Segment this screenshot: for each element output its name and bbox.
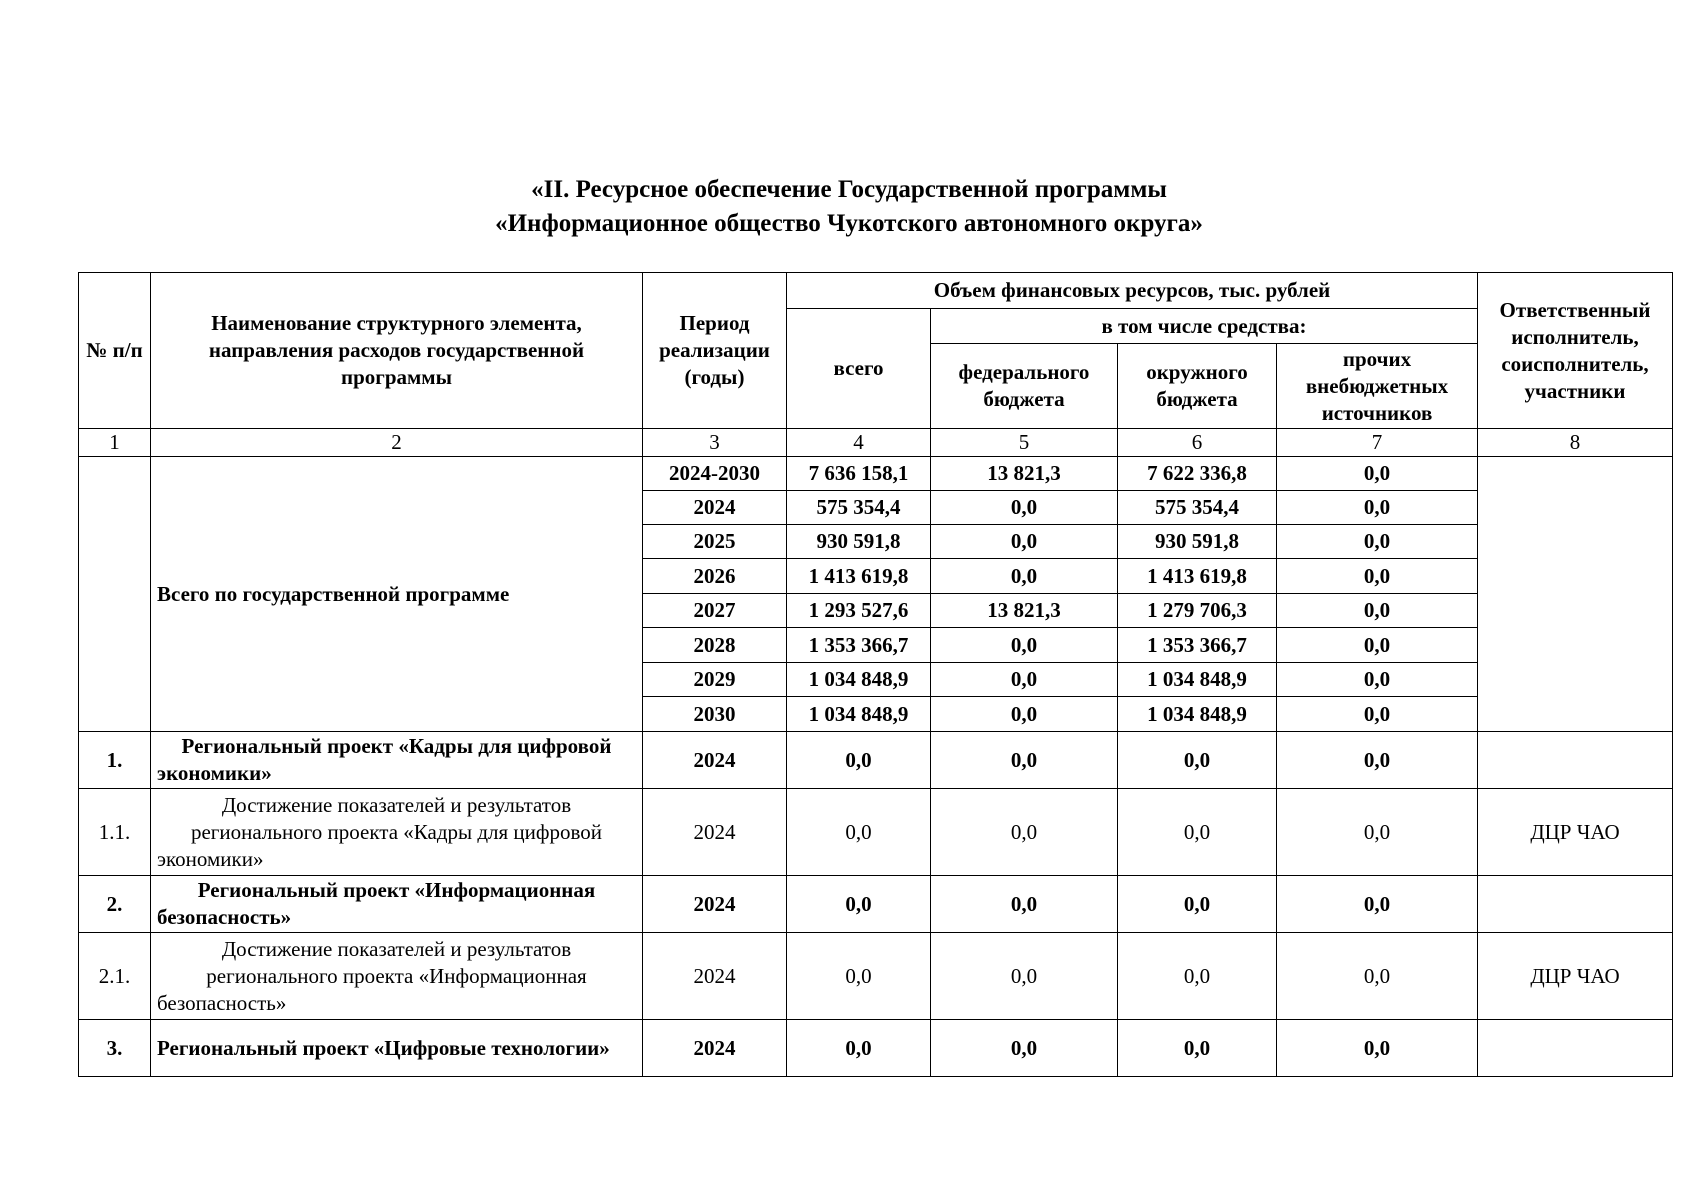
total-cell: 575 354,4: [787, 491, 931, 525]
other-cell: 0,0: [1277, 628, 1478, 663]
federal-cell: 13 821,3: [931, 594, 1118, 628]
federal-cell: 0,0: [931, 876, 1118, 933]
measure-row: [79, 933, 1673, 1020]
row-name: Региональный проект «Информационная безопасность»: [151, 876, 643, 933]
period-cell: 2030: [643, 697, 787, 732]
period-cell: 2024: [643, 789, 787, 876]
responsible-cell: ДЦР ЧАО: [1478, 789, 1673, 876]
total-row: [79, 457, 1673, 491]
header-district: окружного бюджета: [1118, 344, 1277, 429]
total-cell: 0,0: [787, 732, 931, 789]
other-cell: 0,0: [1277, 559, 1478, 594]
total-cell: 0,0: [787, 1020, 931, 1077]
header-volume: Объем финансовых ресурсов, тыс. рублей: [787, 273, 1478, 309]
period-cell: 2025: [643, 525, 787, 559]
total-cell: 0,0: [787, 876, 931, 933]
other-cell: 0,0: [1277, 789, 1478, 876]
header-num: № п/п: [79, 273, 151, 429]
other-cell: 0,0: [1277, 663, 1478, 697]
total-num-cell: [79, 457, 151, 732]
responsible-cell: [1478, 1020, 1673, 1077]
header-other: прочих внебюджетных источников: [1277, 344, 1478, 429]
other-cell: 0,0: [1277, 697, 1478, 732]
header-total: всего: [787, 309, 931, 429]
column-number: 1: [79, 429, 151, 457]
federal-cell: 0,0: [931, 933, 1118, 1020]
other-cell: 0,0: [1277, 1020, 1478, 1077]
row-number: 1.1.: [79, 789, 151, 876]
other-cell: 0,0: [1277, 594, 1478, 628]
federal-cell: 0,0: [931, 732, 1118, 789]
total-cell: 1 293 527,6: [787, 594, 931, 628]
column-number: 3: [643, 429, 787, 457]
total-cell: 7 636 158,1: [787, 457, 931, 491]
federal-cell: 0,0: [931, 559, 1118, 594]
federal-cell: 0,0: [931, 525, 1118, 559]
period-cell: 2024: [643, 1020, 787, 1077]
period-cell: 2024: [643, 933, 787, 1020]
total-name: Всего по государственной программе: [151, 457, 643, 732]
row-name: Региональный проект «Кадры для цифровой экономики»: [151, 732, 643, 789]
district-cell: 0,0: [1118, 732, 1277, 789]
district-cell: 7 622 336,8: [1118, 457, 1277, 491]
column-number: 2: [151, 429, 643, 457]
total-cell: 1 034 848,9: [787, 663, 931, 697]
period-cell: 2029: [643, 663, 787, 697]
other-cell: 0,0: [1277, 525, 1478, 559]
total-cell: 930 591,8: [787, 525, 931, 559]
other-cell: 0,0: [1277, 933, 1478, 1020]
row-number: 2.: [79, 876, 151, 933]
district-cell: 0,0: [1118, 789, 1277, 876]
period-cell: 2024: [643, 491, 787, 525]
project-row: [79, 1020, 1673, 1077]
column-number: 6: [1118, 429, 1277, 457]
other-cell: 0,0: [1277, 491, 1478, 525]
district-cell: 0,0: [1118, 933, 1277, 1020]
header-federal: федерального бюджета: [931, 344, 1118, 429]
header-period: Период реализации (годы): [643, 273, 787, 429]
row-name: Достижение показателей и результатов регионального проекта «Информационная безопасность»: [151, 933, 643, 1020]
total-responsible-cell: [1478, 457, 1673, 732]
page-title: [0, 173, 1698, 241]
responsible-cell: [1478, 876, 1673, 933]
period-cell: 2028: [643, 628, 787, 663]
column-number: 5: [931, 429, 1118, 457]
federal-cell: 0,0: [931, 491, 1118, 525]
column-number: 8: [1478, 429, 1673, 457]
responsible-cell: [1478, 732, 1673, 789]
federal-cell: 0,0: [931, 628, 1118, 663]
row-number: 1.: [79, 732, 151, 789]
district-cell: 930 591,8: [1118, 525, 1277, 559]
district-cell: 0,0: [1118, 876, 1277, 933]
total-cell: 1 353 366,7: [787, 628, 931, 663]
district-cell: 1 413 619,8: [1118, 559, 1277, 594]
district-cell: 1 034 848,9: [1118, 663, 1277, 697]
column-numbers-row: [79, 429, 1673, 457]
other-cell: 0,0: [1277, 876, 1478, 933]
total-cell: 1 413 619,8: [787, 559, 931, 594]
total-cell: 1 034 848,9: [787, 697, 931, 732]
district-cell: 1 279 706,3: [1118, 594, 1277, 628]
total-cell: 0,0: [787, 789, 931, 876]
federal-cell: 0,0: [931, 697, 1118, 732]
row-name: Региональный проект «Цифровые технологии»: [151, 1020, 643, 1077]
period-cell: 2024: [643, 732, 787, 789]
row-number: 2.1.: [79, 933, 151, 1020]
column-number: 4: [787, 429, 931, 457]
period-cell: 2024-2030: [643, 457, 787, 491]
district-cell: 575 354,4: [1118, 491, 1277, 525]
federal-cell: 0,0: [931, 1020, 1118, 1077]
row-name: Достижение показателей и результатов регионального проекта «Кадры для цифровой экономики»: [151, 789, 643, 876]
header-including: в том числе средства:: [931, 309, 1478, 344]
project-row: [79, 876, 1673, 933]
period-cell: 2024: [643, 876, 787, 933]
federal-cell: 13 821,3: [931, 457, 1118, 491]
district-cell: 0,0: [1118, 1020, 1277, 1077]
row-number: 3.: [79, 1020, 151, 1077]
measure-row: [79, 789, 1673, 876]
column-number: 7: [1277, 429, 1478, 457]
title-line-2: «Информационное общество Чукотского автономного округа»: [495, 210, 1203, 237]
total-cell: 0,0: [787, 933, 931, 1020]
period-cell: 2027: [643, 594, 787, 628]
header-responsible: Ответственный исполнитель, соисполнитель, участники: [1478, 273, 1673, 429]
title-line-1: «II. Ресурсное обеспечение Государственной программы: [531, 176, 1167, 203]
district-cell: 1 353 366,7: [1118, 628, 1277, 663]
other-cell: 0,0: [1277, 457, 1478, 491]
responsible-cell: ДЦР ЧАО: [1478, 933, 1673, 1020]
federal-cell: 0,0: [931, 789, 1118, 876]
resource-table: [78, 272, 1673, 1077]
other-cell: 0,0: [1277, 732, 1478, 789]
district-cell: 1 034 848,9: [1118, 697, 1277, 732]
project-row: [79, 732, 1673, 789]
header-name: Наименование структурного элемента, направления расходов государственной программы: [151, 273, 643, 429]
period-cell: 2026: [643, 559, 787, 594]
federal-cell: 0,0: [931, 663, 1118, 697]
